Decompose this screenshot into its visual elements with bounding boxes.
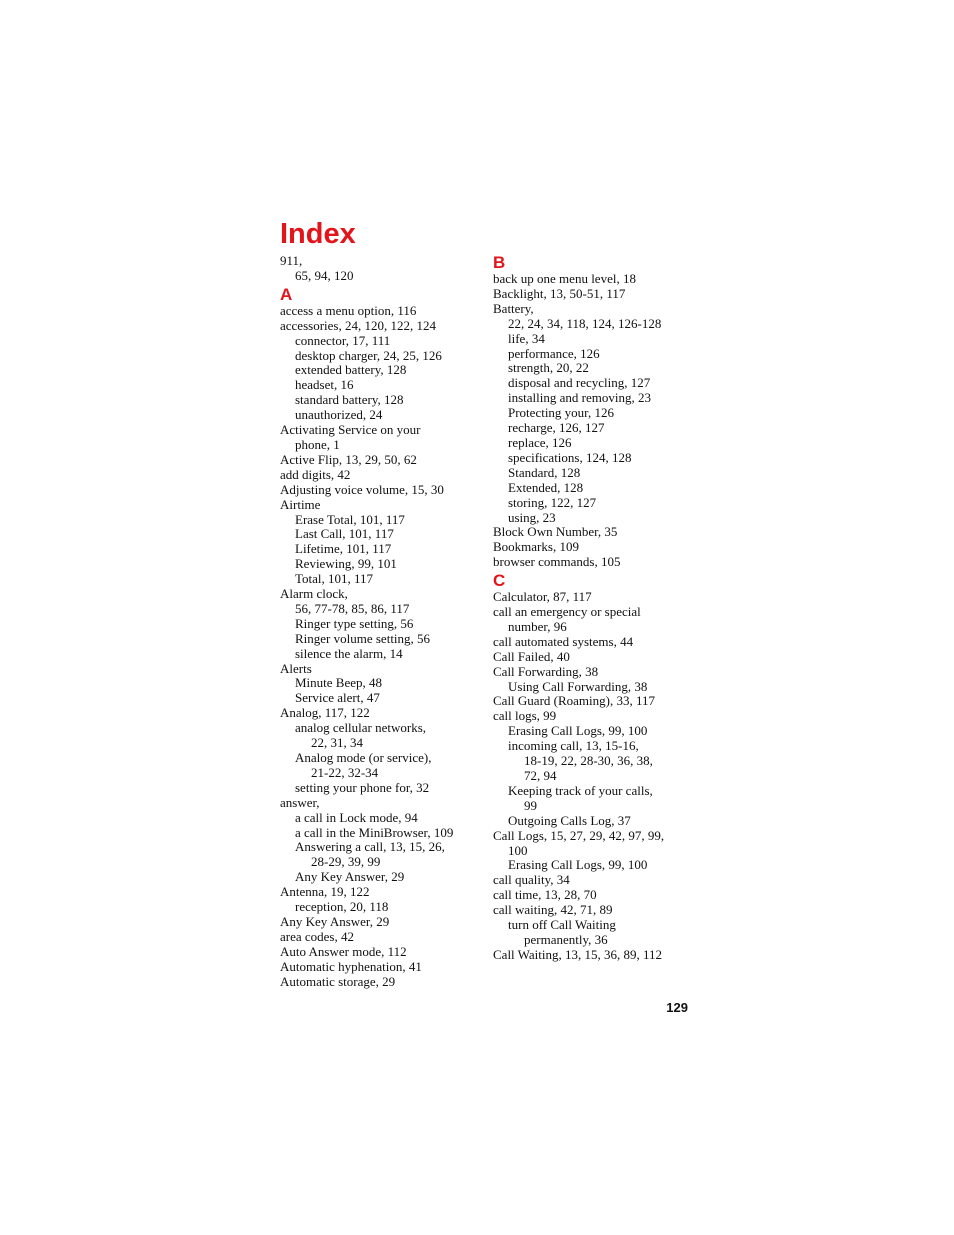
index-column-left — [280, 254, 480, 990]
index-subentry: Total, 101, 117 — [295, 571, 374, 587]
index-subentry: 22, 24, 34, 118, 124, 126-128 — [508, 315, 662, 331]
index-entry: Battery, — [493, 300, 534, 316]
index-subentry: Lifetime, 101, 117 — [295, 541, 392, 557]
index-subentry: silence the alarm, 14 — [295, 645, 403, 661]
index-entry: 911, — [280, 253, 303, 268]
index-subentry: 72, 94 — [524, 768, 557, 783]
index-subentry: 18-19, 22, 28-30, 36, 38, — [524, 753, 653, 769]
index-entry: Analog, 117, 122 — [280, 705, 370, 721]
index-entry: call quality, 34 — [493, 872, 570, 888]
index-entry: Call Guard (Roaming), 33, 117 — [493, 693, 655, 709]
index-subentry: desktop charger, 24, 25, 126 — [295, 347, 442, 363]
index-entry: area codes, 42 — [280, 928, 354, 944]
index-subentry: Ringer volume setting, 56 — [295, 630, 431, 646]
index-entry: call waiting, 42, 71, 89 — [493, 902, 613, 918]
section-letter-a: A — [280, 284, 293, 304]
index-subentry: Using Call Forwarding, 38 — [508, 678, 648, 694]
index-entry: call automated systems, 44 — [493, 633, 634, 649]
index-entry: Alarm clock, — [280, 586, 348, 602]
index-subentry: 28-29, 39, 99 — [311, 854, 381, 870]
index-subentry: reception, 20, 118 — [295, 899, 389, 915]
index-entry: add digits, 42 — [280, 466, 351, 482]
index-subentry: specifications, 124, 128 — [508, 449, 632, 465]
index-subentry: 21-22, 32-34 — [311, 764, 379, 780]
index-subentry: Protecting your, 126 — [508, 405, 614, 421]
index-subentry: 65, 94, 120 — [295, 267, 354, 283]
index-entry: Active Flip, 13, 29, 50, 62 — [280, 451, 417, 467]
index-subentry: Last Call, 101, 117 — [295, 526, 394, 542]
index-subentry: Ringer type setting, 56 — [295, 615, 414, 631]
index-subentry: setting your phone for, 32 — [295, 779, 430, 795]
index-subentry: analog cellular networks, — [295, 720, 427, 736]
index-subentry: Erasing Call Logs, 99, 100 — [508, 723, 648, 739]
index-subentry: 100 — [508, 842, 528, 858]
index-subentry: Erasing Call Logs, 99, 100 — [508, 857, 648, 873]
index-entry: browser commands, 105 — [493, 554, 621, 570]
index-entry: Bookmarks, 109 — [493, 539, 579, 555]
index-entry: Backlight, 13, 50-51, 117 — [493, 285, 626, 301]
index-entry: call an emergency or special — [493, 604, 641, 620]
index-subentry: standard battery, 128 — [295, 392, 404, 408]
index-entry: Activating Service on your — [280, 422, 421, 438]
index-subentry: turn off Call Waiting — [508, 917, 616, 933]
index-subentry: Analog mode (or service), — [295, 750, 432, 765]
index-subentry: performance, 126 — [508, 345, 600, 361]
index-subentry: incoming call, 13, 15-16, — [508, 738, 639, 754]
index-subentry: life, 34 — [508, 330, 545, 346]
index-subentry: Standard, 128 — [508, 464, 581, 480]
index-subentry: number, 96 — [508, 618, 567, 634]
index-subentry: strength, 20, 22 — [508, 360, 589, 376]
index-entry: Alerts — [280, 660, 312, 676]
index-subentry: 22, 31, 34 — [311, 735, 363, 751]
index-entry: Calculator, 87, 117 — [493, 589, 592, 605]
index-subentry: Erase Total, 101, 117 — [295, 511, 405, 527]
index-entry: accessories, 24, 120, 122, 124 — [280, 317, 436, 333]
index-entry: Call Failed, 40 — [493, 648, 570, 664]
index-entry: Any Key Answer, 29 — [280, 913, 390, 929]
index-entry: call time, 13, 28, 70 — [493, 887, 597, 903]
index-subentry: replace, 126 — [508, 434, 572, 450]
index-subentry: Extended, 128 — [508, 479, 584, 495]
index-subentry: Any Key Answer, 29 — [295, 869, 405, 885]
index-column-right — [493, 252, 693, 963]
index-entry: Block Own Number, 35 — [493, 524, 618, 540]
index-entry: back up one menu level, 18 — [493, 271, 636, 286]
index-subentry: recharge, 126, 127 — [508, 420, 605, 436]
index-subentry: 99 — [524, 797, 537, 813]
index-entry: answer, — [280, 794, 320, 810]
index-subentry: storing, 122, 127 — [508, 494, 597, 510]
index-entry: Antenna, 19, 122 — [280, 884, 370, 900]
index-subentry: Service alert, 47 — [295, 690, 380, 706]
page-title: Index — [280, 218, 356, 250]
index-subentry: phone, 1 — [295, 436, 340, 452]
index-subentry: permanently, 36 — [524, 931, 608, 947]
index-entry: Adjusting voice volume, 15, 30 — [280, 481, 444, 497]
index-entry: Automatic storage, 29 — [280, 973, 396, 989]
index-subentry: disposal and recycling, 127 — [508, 375, 651, 391]
index-subentry: unauthorized, 24 — [295, 407, 383, 423]
index-entry: Call Forwarding, 38 — [493, 663, 599, 679]
index-entry: call logs, 99 — [493, 708, 557, 724]
index-subentry: Outgoing Calls Log, 37 — [508, 812, 631, 828]
index-subentry: extended battery, 128 — [295, 362, 407, 378]
index-subentry: headset, 16 — [295, 377, 354, 393]
index-subentry: a call in the MiniBrowser, 109 — [295, 824, 454, 840]
section-letter-c: C — [493, 571, 506, 591]
index-entry: Auto Answer mode, 112 — [280, 943, 407, 959]
section-letter-b: B — [493, 253, 506, 272]
index-entry: access a menu option, 116 — [280, 302, 417, 318]
index-subentry: Reviewing, 99, 101 — [295, 556, 397, 572]
index-subentry: 56, 77-78, 85, 86, 117 — [295, 600, 410, 616]
index-subentry: connector, 17, 111 — [295, 332, 391, 348]
index-subentry: installing and removing, 23 — [508, 390, 651, 406]
index-subentry: a call in Lock mode, 94 — [295, 809, 418, 825]
page-number: 129 — [666, 1000, 688, 1015]
index-subentry: Answering a call, 13, 15, 26, — [295, 839, 445, 855]
index-subentry: Minute Beep, 48 — [295, 675, 383, 691]
index-entry: Call Waiting, 13, 15, 36, 89, 112 — [493, 946, 663, 962]
index-subentry: using, 23 — [508, 509, 556, 525]
index-subentry: Keeping track of your calls, — [508, 782, 653, 798]
index-entry: Call Logs, 15, 27, 29, 42, 97, 99, — [493, 827, 665, 843]
index-entry: Automatic hyphenation, 41 — [280, 958, 422, 974]
index-entry: Airtime — [280, 496, 321, 512]
